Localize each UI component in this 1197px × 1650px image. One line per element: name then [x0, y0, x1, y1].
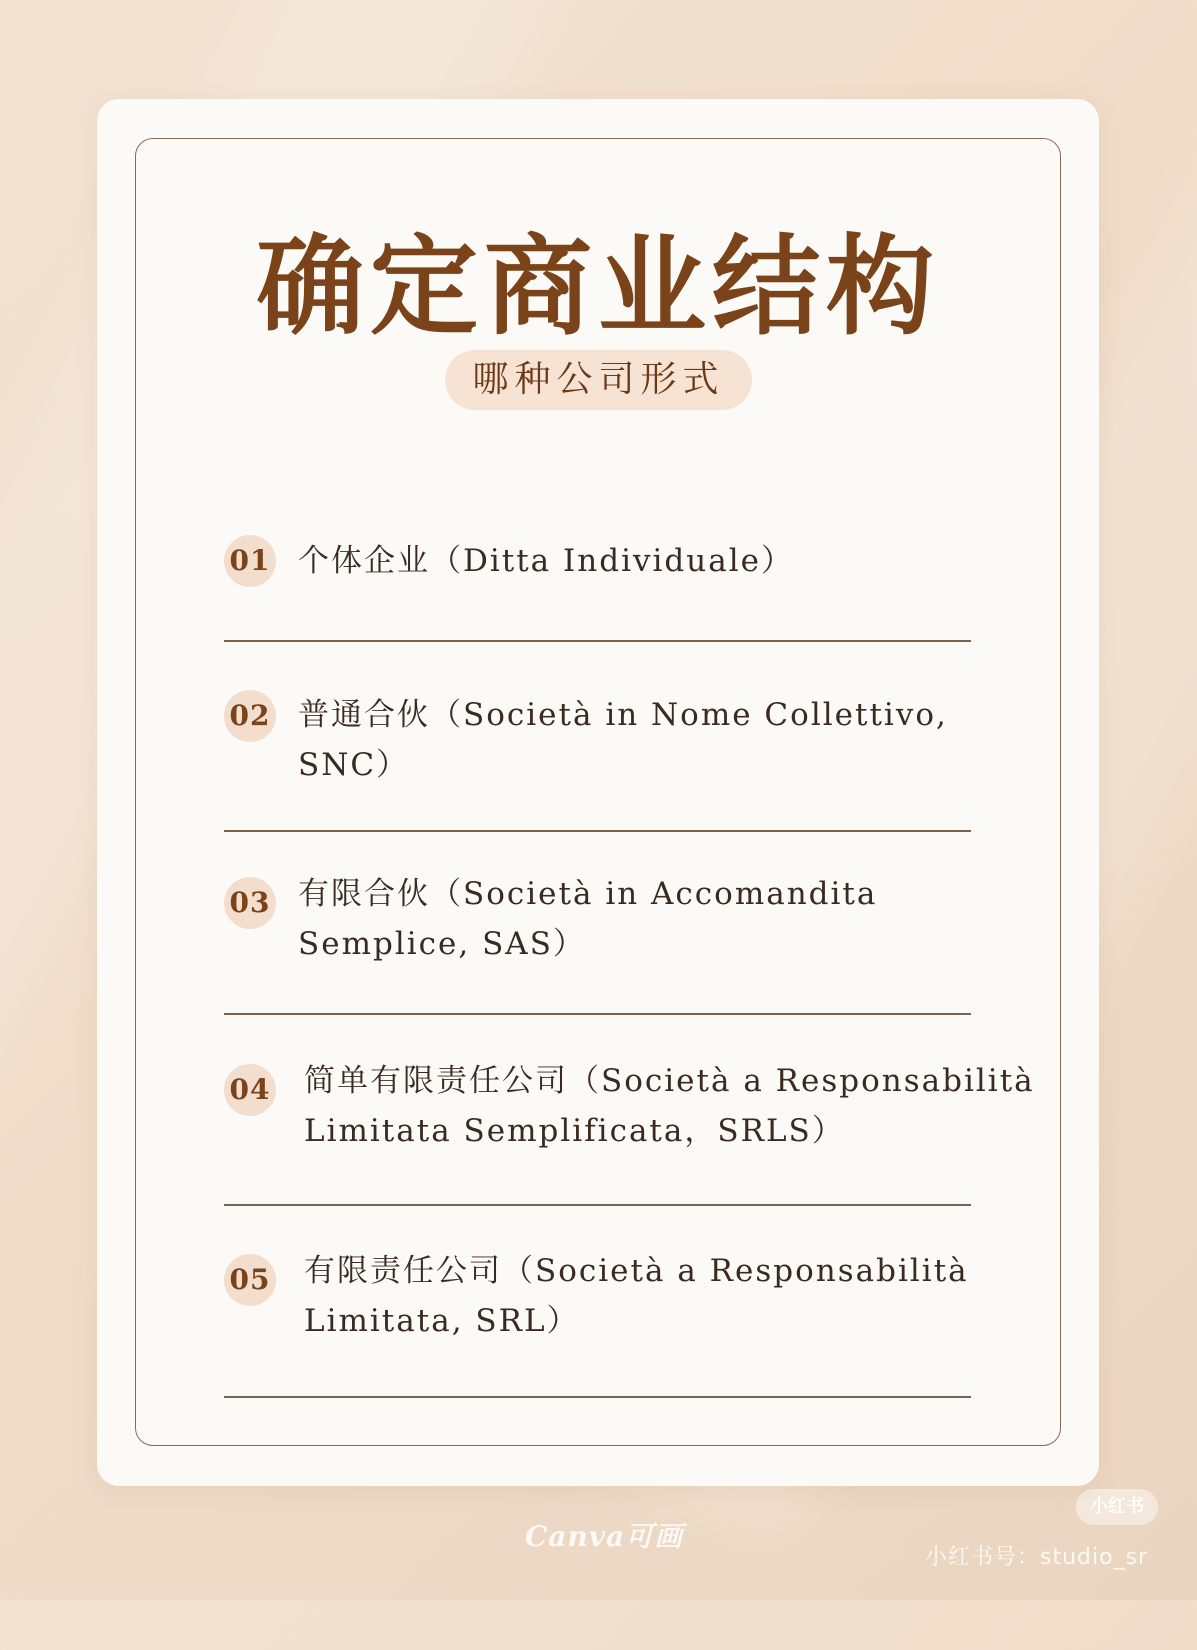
- subtitle-pill: 哪种公司形式: [445, 350, 752, 410]
- item-label: 有限责任公司（Società a Responsabilità Limitata, SRL）: [304, 1253, 969, 1339]
- divider: [224, 1396, 971, 1398]
- item-label: 普通合伙（Società in Nome Collettivo, SNC）: [298, 697, 948, 783]
- xiaohongshu-badge: 小红书: [1076, 1489, 1158, 1525]
- xiaohongshu-id-watermark: 小红书号：studio_sr: [925, 1545, 1149, 1570]
- item-number-badge: 05: [224, 1254, 276, 1306]
- page-title: 确定商业结构: [255, 224, 940, 350]
- divider: [224, 1013, 971, 1015]
- divider: [224, 830, 971, 832]
- item-label: 个体企业（Ditta Individuale）: [298, 543, 794, 579]
- item-number-badge: 03: [224, 877, 276, 929]
- canva-watermark: Canva可画: [525, 1520, 684, 1553]
- item-label: 简单有限责任公司（Società a Responsabilità Limitata Semplificata，SRLS）: [304, 1063, 1035, 1149]
- divider: [224, 640, 971, 642]
- item-number-badge: 04: [224, 1064, 276, 1116]
- item-number-badge: 01: [224, 535, 276, 587]
- item-number-badge: 02: [224, 690, 276, 742]
- divider: [224, 1204, 971, 1206]
- item-label: 有限合伙（Società in Accomandita Semplice, SAS）: [298, 876, 878, 962]
